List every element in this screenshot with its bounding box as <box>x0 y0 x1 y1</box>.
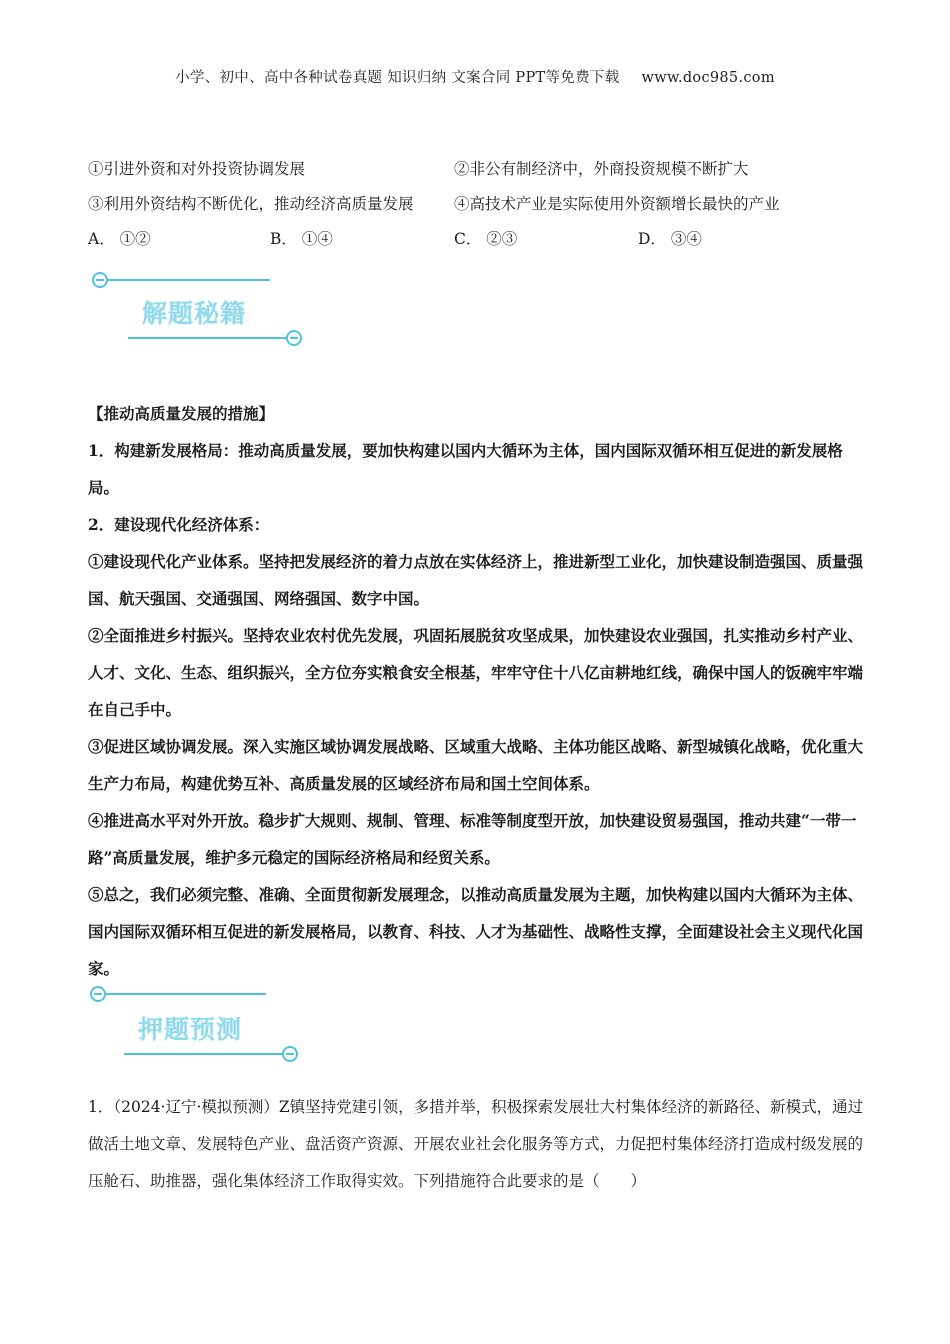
banner-line-bottom <box>124 1053 284 1055</box>
option-2: ②非公有制经济中，外商投资规模不断扩大 <box>454 160 749 178</box>
banner-line-bottom <box>128 337 288 339</box>
tips-title: 【推动高质量发展的措施】 <box>88 404 275 423</box>
banner-title: 押题预测 <box>138 1015 243 1044</box>
banner-prediction <box>90 982 320 1072</box>
tips-para-6: ④推进高水平对外开放。稳步扩大规则、规制、管理、标准等制度型开放，加快建设贸易强国，推动共建“一带一路”高质量发展，维护多元稳定的国际经济格局和经贸关系。 <box>88 811 857 867</box>
tips-para-7: ⑤总之，我们必须完整、准确、全面贯彻新发展理念，以推动高质量发展为主题，加快构建以国内大循环为主体、国内国际双循环相互促进的新发展格局，以教育、科技、人才为基础性、战略性支撑，全面建设社会主义现代化国家。 <box>88 885 864 978</box>
banner-solving-tips <box>92 266 322 356</box>
tips-para-3: ①建设现代化产业体系。坚持把发展经济的着力点放在实体经济上，推进新型工业化，加快建设制造强国、质量强国、航天强国、交通强国、网络强国、数字中国。 <box>88 552 864 608</box>
choice-c: C． ②③ <box>454 230 518 248</box>
tips-para-1: 1．构建新发展格局：推动高质量发展，要加快构建以国内大循环为主体，国内国际双循环相互促进的新发展格局。 <box>88 441 843 497</box>
tips-section <box>88 395 864 987</box>
option-row-2 <box>88 192 780 214</box>
circle-right-icon <box>282 1046 298 1062</box>
circle-right-icon <box>286 330 302 346</box>
option-4: ④高技术产业是实际使用外资额增长最快的产业 <box>454 195 780 213</box>
choice-d: D． ③④ <box>638 230 702 248</box>
banner-line-top <box>106 993 266 995</box>
option-3: ③利用外资结构不断优化，推动经济高质量发展 <box>88 195 414 213</box>
option-1: ①引进外资和对外投资协调发展 <box>88 160 306 178</box>
tips-para-5: ③促进区域协调发展。深入实施区域协调发展战略、区域重大战略、主体功能区战略、新型城镇化战略，优化重大生产力布局，构建优势互补、高质量发展的区域经济布局和国土空间体系。 <box>88 737 864 793</box>
question-1 <box>88 1089 864 1200</box>
choice-b: B． ①④ <box>270 230 333 248</box>
banner-line-top <box>108 279 270 281</box>
circle-left-icon <box>90 986 106 1002</box>
tips-para-4: ②全面推进乡村振兴。坚持农业农村优先发展，巩固拓展脱贫攻坚成果，加快建设农业强国，扎实推动乡村产业、人才、文化、生态、组织振兴，全方位夯实粮食安全根基，牢牢守住十八亿亩耕地红线，确保中国人的饭碗牢牢端在自己手中。 <box>88 626 864 719</box>
question-text: 1．（2024·辽宁·模拟预测）Z镇坚持党建引领，多措并举，积极探索发展壮大村集体经济的新路径、新模式，通过做活土地文章、发展特色产业、盘活资产资源、开展农业社会化服务等方式，力促把村集体经济打造成村级发展的压舱石、助推器，强化集体经济工作取得实效。下列措施符合此要求的是（ ） <box>88 1098 864 1190</box>
tips-para-2: 2．建设现代化经济体系： <box>88 515 270 534</box>
circle-left-icon <box>92 272 108 288</box>
header-site[interactable]: www.doc985.com <box>641 70 775 86</box>
page-header <box>0 66 950 87</box>
banner-title: 解题秘籍 <box>142 299 247 328</box>
choice-a: A． ①② <box>88 230 151 248</box>
header-text: 小学、初中、高中各种试卷真题 知识归纳 文案合同 PPT等免费下载 <box>175 70 620 86</box>
option-row-1 <box>88 157 749 179</box>
